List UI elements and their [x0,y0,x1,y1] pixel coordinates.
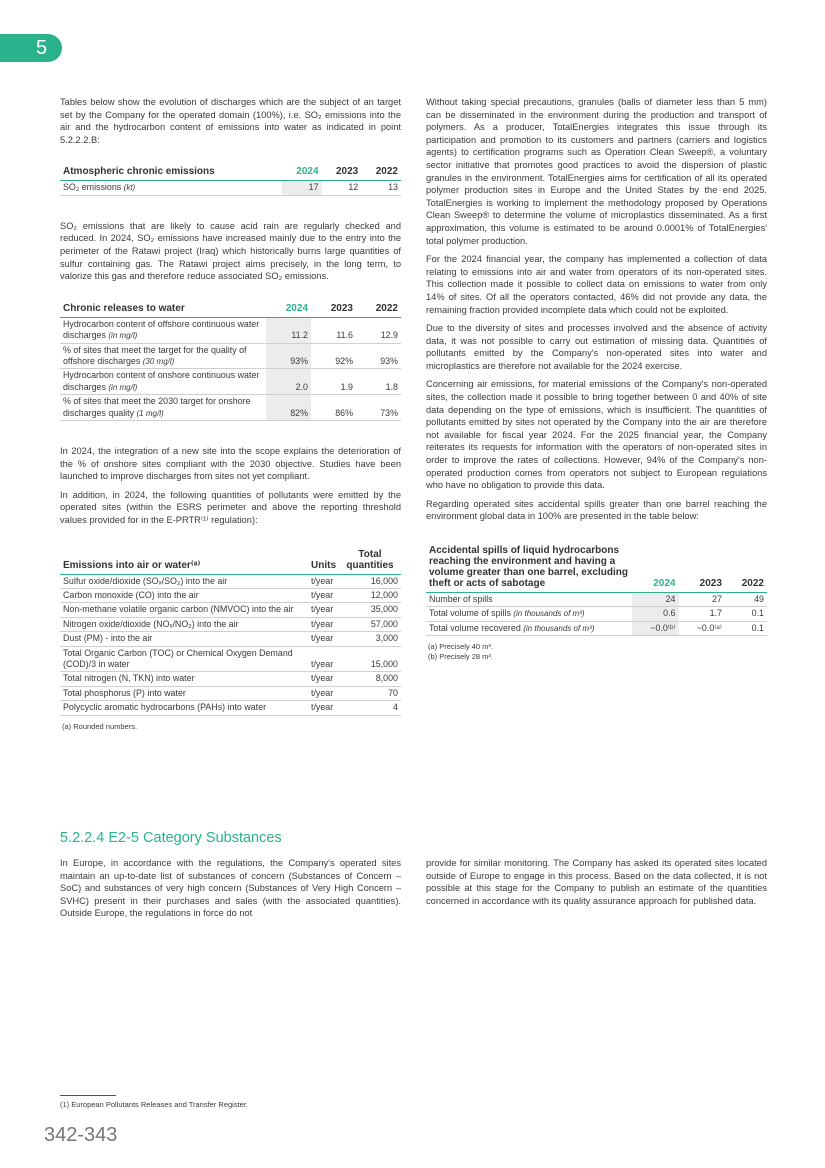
col-2022: 2022 [725,543,767,593]
table-row: Total volume recovered (in thousands of m³) ~0.0⁽ᵇ⁾ ~0.0⁽ᵃ⁾ 0.1 [426,621,767,635]
section-paragraph-left: In Europe, in accordance with the regulations, the Company's operated sites maintain an up-to-date list of substances of concern (Substances of Concern – SoC) and substances of very high concern (Substances of Very High Concern – SVHC) present in their purchases and sales (with the associated quantities). Outside Europe, the regulations in force do not [60,858,401,919]
spills-table [426,543,767,636]
footnote-rule [60,1095,116,1096]
col-2024: 2024 [282,164,322,181]
table-title: Chronic releases to water [60,301,266,318]
pollutants-table [60,547,401,716]
table-row: % of sites that meet the 2030 target for onshore discharges quality (1 mg/l) 82% 86% 73% [60,395,401,421]
table-row: Total nitrogen (N, TKN) into water t/year 8,000 [60,672,401,686]
table-row: Hydrocarbon content of offshore continuous water discharges (in mg/l) 11.2 11.6 12.9 [60,317,401,343]
section-heading: 5.2.2.4 E2-5 Category Substances [60,830,282,846]
table-row: Number of spills 24 27 49 [426,593,767,607]
nonoperated-paragraph: For the 2024 financial year, the company has implemented a collection of data relating to emissions into air and water from operators of its non-operated sites. This collection made it possible to collect data on emissions to water from only 14% of sites. Of all the operators contacted, 46% did not provide any data, the remaining fraction provided incomplete data which could not be exploited. [426,254,767,315]
table-note-b: (b) Precisely 28 m³. [428,652,494,662]
col-2023: 2023 [322,164,362,181]
section-right-column [426,857,767,913]
table-row: Non-methane volatile organic carbon (NMVOC) into the air t/year 35,000 [60,603,401,617]
col-units: Units [308,547,339,575]
table-title: Accidental spills of liquid hydrocarbons reaching the environment and having a volume greater than one barrel, excluding theft or acts of sabotage [426,543,632,593]
col-2024: 2024 [266,301,311,318]
table-row: Total volume of spills (in thousands of m³) 0.6 1.7 0.1 [426,607,767,621]
table-row: Total phosphorus (P) into water t/year 70 [60,686,401,700]
chapter-tab: 5 [0,34,62,62]
table-row: % of sites that meet the target for the quality of offshore discharges (30 mg/l) 93% 92% 93% [60,343,401,369]
col-2022: 2022 [361,164,401,181]
col-total: Total quantities [339,547,401,575]
integration-paragraph: In 2024, the integration of a new site into the scope explains the deterioration of the % of onshore sites compliant with the 2030 objective. Studies have been launched to improve discharges from sites not yet compliant. [60,446,401,482]
atmospheric-emissions-table [60,164,401,195]
so2-paragraph: SO₂ emissions that are likely to cause acid rain are regularly checked and reduced. In 2024, SO₂ emissions have increased mainly due to the entry into the perimeter of the Ratawi project (Iraq) which historically burns large quantities of sulfur containing gas. The Ratawi project aims precisely, in the long term, to valorize this gas and therefore reduce associated SO₂ emissions. [60,220,401,282]
intro-paragraph: Tables below show the evolution of discharges which are the subject of an target set by the Company for the operated domain (100%), i.e. SO₂ emissions into the air and the hydrocarbon content of emissions into water as indicated in point 5.2.2.2.B: [60,97,401,145]
table-row: Nitrogen oxide/dioxide (NOₓ/NO₂) into the air t/year 57,000 [60,617,401,631]
table-row: Hydrocarbon content of onshore continuous water discharges (in mg/l) 2.0 1.9 1.8 [60,369,401,395]
spills-intro-paragraph: Regarding operated sites accidental spills greater than one barrel reaching the environment global data in 100% are presented in the table below: [426,498,767,522]
water-releases-table [60,301,401,421]
page-number: 342-343 [44,1124,118,1146]
section-left-column [60,857,401,926]
table-row: SO₂ emissions (kt) 17 12 13 [60,181,401,195]
table-title: Emissions into air or water⁽ᵃ⁾ [60,547,308,575]
footnote: (1) European Pollutants Releases and Transfer Register. [60,1100,249,1109]
col-2024: 2024 [632,543,679,593]
table-row: Dust (PM) - into the air t/year 3,000 [60,632,401,646]
right-column [426,96,767,662]
microplastics-paragraph: Without taking special precautions, granules (balls of diameter less than 5 mm) can be disseminated in the environment during the production and transport of polymers. As a producer, TotalEnergies integrates this issue through its participation and promotion to its customers and partners (carriers and logistics agents) to certification programs such as Operation Clean Sweep®, a voluntary sector initiative that promotes good practices to avoid the dispersion of plastic granules in the environment. TotalEnergies aims for certification of all its operated polymer production sites in Europe and the United States by the end 2025. TotalEnergies is working to implement the methodology proposed by Operations Clean Sweep® to determine the volume of microplastics disseminated. As a first approximation, this volume is estimated to be around 0.0001% of TotalEnergies' total polymer production. [426,97,767,246]
table-row: Carbon monoxide (CO) into the air t/year 12,000 [60,588,401,602]
pollutants-intro-paragraph: In addition, in 2024, the following quantities of pollutants were emitted by the operated sites (within the ESRS perimeter and above the reporting threshold values provided for in the E-PRTR⁽¹⁾ regulation): [60,489,401,525]
air-emissions-paragraph: Concerning air emissions, for material emissions of the Company's non-operated sites, the collection made it possible to bring together between 0 and 40% of site data depending on the type of emissions, which is insufficient. The quantities of pollutants emitted by sites not operated by the Company into the air are therefore not available for fiscal year 2024. For the 2025 financial year, the Company reiterates its requests for information with the operators of non-operated sites in order to improve the rates of collections. However, 94% of the Company's non-operated production comes from operators not subject to European regulations who have no obligation to provide this data. [426,379,767,491]
diversity-paragraph: Due to the diversity of sites and processes involved and the absence of activity data, it was not possible to carry out estimation of missing data. Quantities of pollutants emitted by the Company's non-operated sites into water and microplastics are therefore not available for the 2024 exercise. [426,323,767,371]
col-2022: 2022 [356,301,401,318]
section-paragraph-right: provide for similar monitoring. The Company has asked its operated sites located outside of Europe to engage in this process. Based on the data collected, it is not possible at this stage for the Company to publish an estimate of the quantities concerned in accordance with its quality assurance approach for published data. [426,858,767,906]
table-row: Total Organic Carbon (TOC) or Chemical Oxygen Demand (COD)/3 in water t/year 15,000 [60,646,401,672]
table-note-a: (a) Precisely 40 m³. [428,642,494,652]
table-note: (a) Rounded numbers. [62,721,138,731]
table-title: Atmospheric chronic emissions [60,164,282,181]
col-2023: 2023 [679,543,725,593]
table-row: Polycyclic aromatic hydrocarbons (PAHs) into water t/year 4 [60,701,401,715]
left-column [60,96,401,732]
table-row: Sulfur oxide/dioxide (SOₓ/SO₂) into the air t/year 16,000 [60,574,401,588]
col-2023: 2023 [311,301,356,318]
